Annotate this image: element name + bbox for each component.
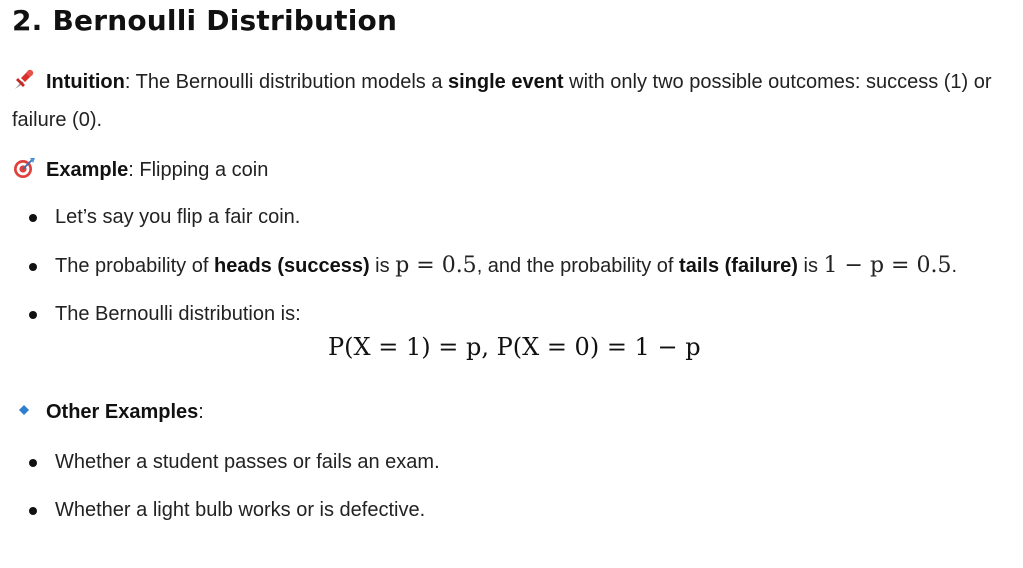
section-heading [12, 4, 397, 37]
q-equation: 1 − p = 0.5 [823, 253, 952, 278]
example-text: : Flipping a coin [128, 159, 269, 181]
list-item: Whether a student passes or fails an exam. [12, 450, 1007, 474]
list-item: The Bernoulli distribution is: [12, 302, 1007, 326]
section-number: 2. [12, 4, 43, 37]
example-label: Example [46, 159, 129, 181]
intuition-paragraph: Intuition: The Bernoulli distribution models a single event with only two possible outcomes: success (1) or failure (0). [12, 71, 992, 131]
example-paragraph [12, 151, 1007, 189]
small-blue-diamond-icon [12, 399, 36, 421]
p-equation: p = 0.5 [395, 253, 477, 278]
single-event-emphasis: single event [448, 71, 564, 93]
intuition-label: Intuition [46, 71, 125, 93]
section-title: Bernoulli Distribution [52, 4, 398, 37]
example-list-distribution [12, 302, 1007, 326]
heads-emphasis: heads (success) [213, 255, 370, 277]
list-item: Let’s say you flip a fair coin. [12, 205, 1007, 229]
list-item: Whether a light bulb works or is defective. [12, 498, 1007, 522]
other-examples-list-2 [12, 498, 1007, 522]
other-examples-paragraph: Other Examples: [12, 393, 1007, 431]
pushpin-icon [12, 69, 36, 91]
other-examples-label: Other Examples [46, 401, 199, 423]
other-examples-list [12, 450, 1007, 474]
direct-hit-target-icon [12, 157, 36, 179]
example-list-probability [12, 254, 1007, 278]
list-item: The probability of heads (success) is p = 0.5, and the probability of tails (failure) is 1 − p = 0.5. [12, 254, 1007, 278]
bernoulli-equation: P(X = 1) = p, P(X = 0) = 1 − p [328, 333, 701, 361]
tails-emphasis: tails (failure) [679, 255, 798, 277]
example-list [12, 205, 1007, 229]
